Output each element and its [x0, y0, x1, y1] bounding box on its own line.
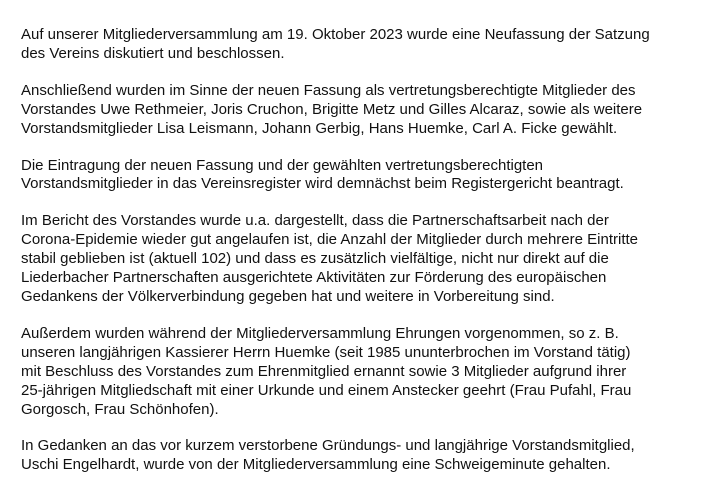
text-line: Gorgosch, Frau Schönhofen).: [21, 400, 219, 418]
text-line: Gedankens der Völkerverbindung gegeben hat und weitere in Vorbereitung sind.: [21, 287, 555, 305]
text-line: Corona-Epidemie wieder gut angelaufen ist, die Anzahl der Mitglieder durch mehrere Eintritte: [21, 231, 638, 249]
text-line: stabil geblieben ist (aktuell 102) und dass es zusätzlich vielfältige, nicht nur direkt auf die: [21, 250, 609, 268]
text-line: Liederbacher Partnerschaften ausgerichtete Aktivitäten zur Förderung des europäischen: [21, 269, 607, 287]
paragraph-bericht: [21, 212, 701, 307]
text-line: unseren langjährigen Kassierer Herrn Huemke (seit 1985 ununterbrochen im Vorstand tätig): [21, 343, 631, 361]
text-line: In Gedanken an das vor kurzem verstorbene Gründungs- und langjährige Vorstandsmitglied,: [21, 437, 635, 455]
text-line: Außerdem wurden während der Mitgliederversammlung Ehrungen vorgenommen, so z. B.: [21, 324, 619, 342]
paragraph-ehrungen: [21, 325, 701, 420]
paragraph-gedenken: [21, 437, 701, 475]
text-line: Anschließend wurden im Sinne der neuen Fassung als vertretungsberechtigte Mitglieder des: [21, 81, 636, 99]
paragraph-satzung: [21, 26, 701, 64]
text-line: Uschi Engelhardt, wurde von der Mitgliederversammlung eine Schweigeminute gehalten.: [21, 456, 611, 474]
text-line: Vorstandsmitglieder in das Vereinsregister wird demnächst beim Registergericht beantragt.: [21, 175, 624, 193]
text-line: Vorstandsmitglieder Lisa Leismann, Johann Gerbig, Hans Huemke, Carl A. Ficke gewählt.: [21, 119, 618, 137]
paragraph-vorstandswahl: [21, 82, 701, 139]
document-body: [21, 26, 701, 493]
text-line: 25-jährigen Mitgliedschaft mit einer Urkunde und einem Anstecker geehrt (Frau Pufahl, Frau: [21, 381, 632, 399]
text-line: Die Eintragung der neuen Fassung und der gewählten vertretungsberechtigten: [21, 156, 544, 174]
text-line: Auf unserer Mitgliederversammlung am 19. Oktober 2023 wurde eine Neufassung der Satzung: [21, 26, 650, 43]
text-line: Im Bericht des Vorstandes wurde u.a. dargestellt, dass die Partnerschaftsarbeit nach der: [21, 212, 609, 230]
paragraph-vereinsregister: [21, 157, 701, 195]
text-line: mit Beschluss des Vorstandes zum Ehrenmitglied ernannt sowie 3 Mitglieder aufgrund ihrer: [21, 362, 627, 380]
text-line: des Vereins diskutiert und beschlossen.: [21, 44, 285, 62]
text-line: Vorstandes Uwe Rethmeier, Joris Cruchon, Brigitte Metz und Gilles Alcaraz, sowie als weitere: [21, 100, 643, 118]
